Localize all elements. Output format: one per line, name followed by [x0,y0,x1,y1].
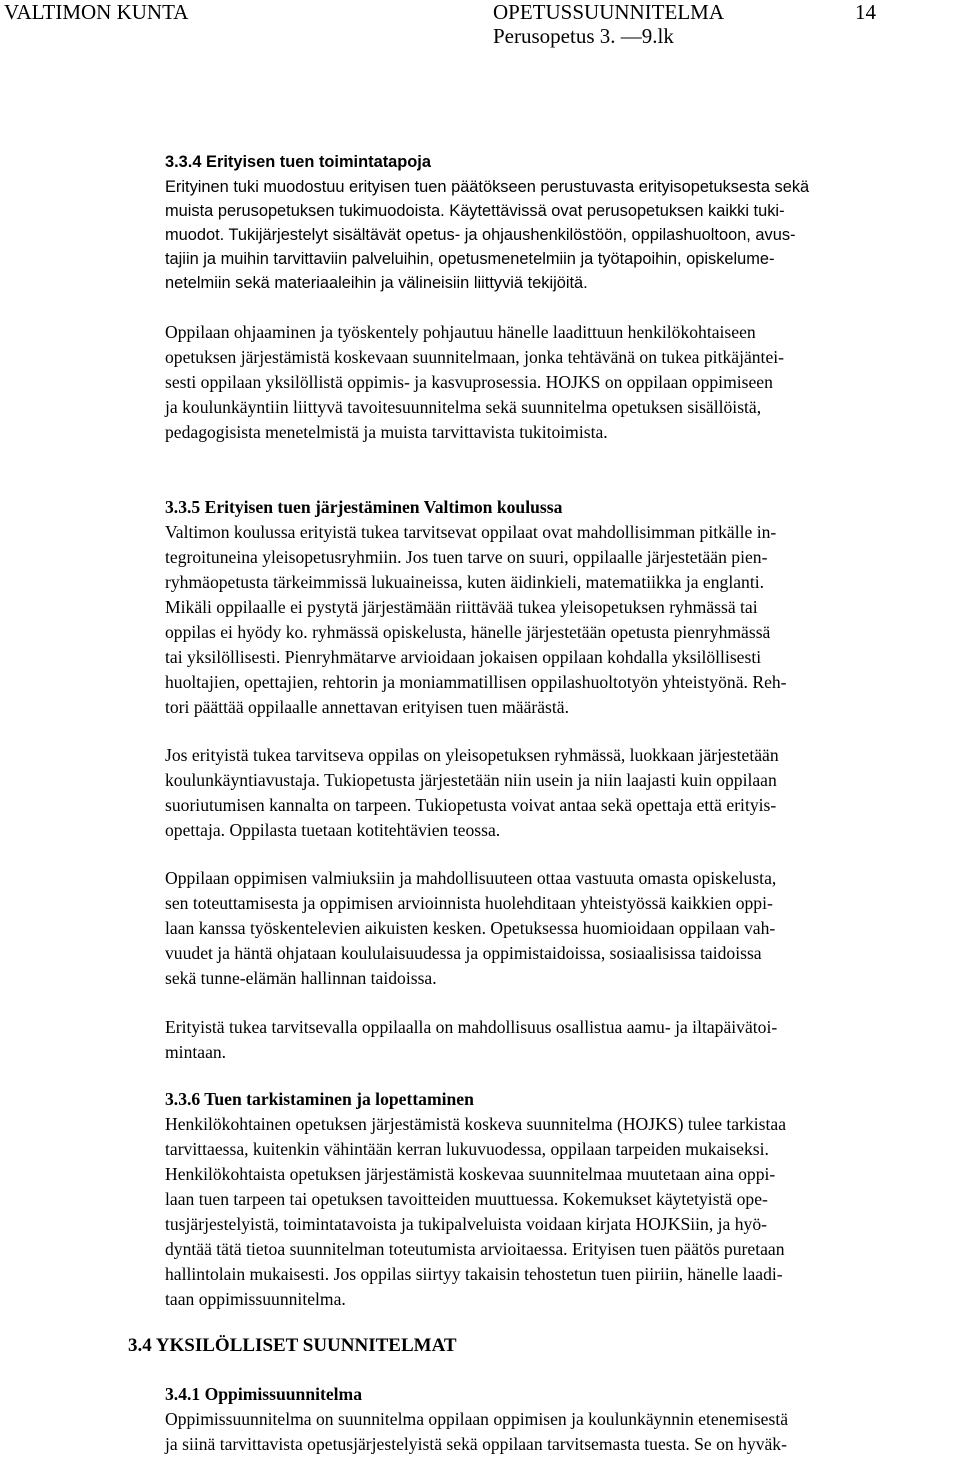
section-334-line: muodot. Tukijärjestelyt sisältävät opetus- ja ohjaushenkilöstöön, oppilashuoltoon, avus- [165,226,796,244]
section-336-line: hallintolain mukaisesti. Jos oppilas siirtyy takaisin tehostetun tuen piiriin, hänelle laadi- [165,1264,783,1284]
section-335-line: huoltajien, opettajien, rehtorin ja moniammatillisen oppilashuoltotyön yhteistyönä. Reh- [165,672,787,692]
section-335-para3-line: Oppilaan oppimisen valmiuksiin ja mahdollisuuteen ottaa vastuuta omasta opiskelusta, [165,868,777,888]
section-335-line: tai yksilöllisesti. Pienryhmätarve arvioidaan jokaisen oppilaan kohdalla yksilöllisesti [165,647,762,667]
section-341-line: ja siinä tarvittavista opetusjärjestelyistä sekä oppilaan tarvitsemasta tuesta. Se on hyväk- [165,1434,787,1454]
section-335-para2-line: koulunkäyntiavustaja. Tukiopetusta järjestetään niin usein ja niin laajasti kuin oppilaan [165,770,777,790]
section-336-line: Henkilökohtainen opetuksen järjestämistä koskeva suunnitelma (HOJKS) tulee tarkistaa [165,1114,787,1134]
section-336-line: laan tuen tarpeen tai opetuksen tavoitteiden muuttuessa. Kokemukset käytetyistä ope- [165,1189,768,1209]
section-334-para2-line: sesti oppilaan yksilöllistä oppimis- ja kasvuprosessia. HOJKS on oppilaan oppimiseen [165,372,773,392]
section-334-para2-line: opetuksen järjestämistä koskevaan suunnitelmaan, jonka tehtävänä on tukea pitkäjäntei- [165,347,785,367]
section-335-para3-line: sekä tunne-elämän hallinnan taidoissa. [165,968,437,988]
section-335-para3-line: sen toteuttamisesta ja oppimisen arvioinnista huolehditaan yhteistyössä kaikkien oppi- [165,893,773,913]
section-334-line: Erityinen tuki muodostuu erityisen tuen päätökseen perustuvasta erityisopetuksesta sekä [165,178,810,196]
header-doc-title: OPETUSSUUNNITELMA [493,0,724,24]
section-335-heading: 3.3.5 Erityisen tuen järjestäminen Valtimon koulussa [165,497,563,517]
section-335-para3-line: laan kanssa työskentelevien aikuisten kesken. Opetuksessa huomioidaan oppilaan vah- [165,918,776,938]
header-org: VALTIMON KUNTA [4,0,189,24]
section-335-line: oppilas ei hyödy ko. ryhmässä opiskelusta, hänelle järjestetään opetusta pienryhmässä [165,622,771,642]
section-336-line: tusjärjestelyistä, toimintatavoista ja tukipalveluista voidaan kirjata HOJKSiin, ja hyö- [165,1214,767,1234]
section-335-line: ryhmäopetusta tärkeimmissä lukuaineissa, kuten äidinkieli, matematiikka ja englanti. [165,572,765,592]
section-335-line: tegroituneina yleisopetusryhmiin. Jos tuen tarve on suuri, oppilaalle järjestetään pien- [165,547,768,567]
section-336-line: dyntää tätä tietoa suunnitelman toteutumista arvioitaessa. Erityisen tuen päätös puretaan [165,1239,785,1259]
section-335-para4-line: Erityistä tukea tarvitsevalla oppilaalla on mahdollisuus osallistua aamu- ja iltapäivätoi- [165,1017,778,1037]
header-subtitle: Perusopetus 3. —9.lk [493,24,674,48]
section-336-line: tarvittaessa, kuitenkin vähintään kerran lukuvuodessa, oppilaan tarpeiden mukaiseksi. [165,1139,769,1159]
page-number: 14 [855,0,876,24]
section-335-line: Mikäli oppilaalle ei pystytä järjestämään riittävää tukea yleisopetuksen ryhmässä tai [165,597,758,617]
section-335-para2-line: Jos erityistä tukea tarvitseva oppilas on yleisopetuksen ryhmässä, luokkaan järjestetään [165,745,779,765]
section-334-heading: 3.3.4 Erityisen tuen toimintatapoja [165,153,431,171]
section-34-heading: 3.4 YKSILÖLLISET SUUNNITELMAT [128,1335,457,1356]
section-334-line: netelmiin sekä materiaaleihin ja välineisiin liittyviä tekijöitä. [165,274,588,292]
section-341-line: Oppimissuunnitelma on suunnitelma oppilaan oppimisen ja koulunkäynnin etenemisestä [165,1409,789,1429]
section-334-line: muista perusopetuksen tukimuodoista. Käytettävissä ovat perusopetuksen kaikki tuki- [165,202,785,220]
section-336-line: taan oppimissuunnitelma. [165,1289,346,1309]
section-335-line: Valtimon koulussa erityistä tukea tarvitsevat oppilaat ovat mahdollisimman pitkälle in- [165,522,777,542]
section-334-para2-line: Oppilaan ohjaaminen ja työskentely pohjautuu hänelle laadittuun henkilökohtaiseen [165,322,756,342]
section-335-line: tori päättää oppilaalle annettavan erityisen tuen määrästä. [165,697,569,717]
section-334-para2-line: pedagogisista menetelmistä ja muista tarvittavista tukitoimista. [165,422,608,442]
section-335-para4-line: mintaan. [165,1042,227,1062]
section-335-para3-line: vuudet ja häntä ohjataan koululaisuudessa ja oppimistaidoissa, sosiaalisissa taidoissa [165,943,762,963]
section-336-line: Henkilökohtaista opetuksen järjestämistä koskevaa suunnitelmaa muutetaan aina oppi- [165,1164,776,1184]
section-336-heading: 3.3.6 Tuen tarkistaminen ja lopettaminen [165,1089,474,1109]
section-341-heading: 3.4.1 Oppimissuunnitelma [165,1384,363,1404]
section-334-line: tajiin ja muihin tarvittaviin palveluihin, opetusmenetelmiin ja työtapoihin, opiskelume- [165,250,775,268]
section-335-para2-line: suoriutumisen kannalta on tarpeen. Tukiopetusta voivat antaa sekä opettaja että erityis- [165,795,777,815]
section-335-para2-line: opettaja. Oppilasta tuetaan kotitehtävien teossa. [165,820,501,840]
section-334-para2-line: ja koulunkäyntiin liittyvä tavoitesuunnitelma sekä suunnitelma opetuksen sisällöistä, [165,397,762,417]
